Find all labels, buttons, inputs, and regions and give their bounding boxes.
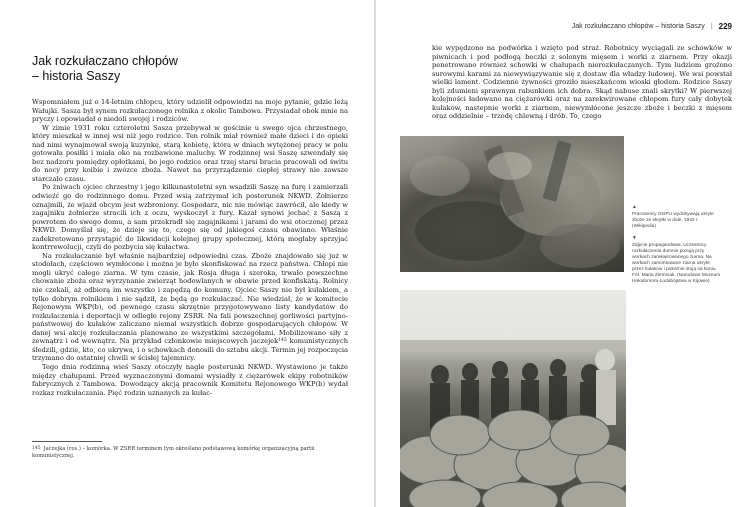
- chapter-title-line1: Jak rozkułaczano chłopów: [32, 54, 178, 68]
- chapter-title-line2: – historia Saszy: [32, 69, 121, 83]
- caption-text: Pracownicy OGPU wydobywają ukryte zboże ze skrytki w dole, 1932 r. (Wikipedia): [632, 212, 714, 229]
- photo-grain-sacks: [400, 290, 626, 507]
- running-head-separator: |: [710, 23, 713, 30]
- footnote-divider: [32, 441, 102, 442]
- paragraph: Tego dnia rodzinną wieś Saszy otoczyły nagle posterunki NKWD. Wystawiono je także między chałupami. Przed wyznaczonymi domami wysiadły z ciężarówek ekipy robotników fabrycznych z Tambowa. Dowodzący akcją pracownik Komitetu Rejonowego WKP(b) wydał rozkaz rozkułaczania. Pięć rodzin uznanych za kułac-: [32, 362, 348, 397]
- left-page: [0, 0, 374, 507]
- paragraph-text: Na rozkułaczanie był właśnie najbardziej odpowiedni czas. Zboże znajdowało się już w stodołach, częściowo wymłócone i można je było skonfiskować na rzecz państwa. Chłopi nie mogli ukryć całego ziarna. W tym czasie, jak Rosja długa i szeroka, trwało powszechne chowanie zboża oraz wyrzynanie zwierząt hodowlanych w obawie przed konfiskatą. Rolnicy nie czekali, aż odbiorą im wszystko i zapędzą do komuny. Ojciec Saszy nie był kułakiem, a tylko dobrym rolnikiem i nie sądził, że będą go rozkułaczać. Nie wiedział, że w komitecie Rejonowym WKP(b), od pewnego czasu skrzętnie przygotowywano listy kandydatów do rozkułaczenia i deportacji w odległe rejony ZSRR. Na fali powszechnej gorliwości partyjno-państwowej do kułaków zaliczano niemal wszystkich dobrze gospodarujących chłopów. W danej wsi akcję rozkułaczania planowano ze wszystkimi szczegółami. Mobilizowano siły z zewnątrz i od wewnątrz. Na przykład członkowie miejscowych jaczejek: [32, 251, 348, 346]
- photo-caption-top: [632, 205, 722, 230]
- footnote-reference[interactable]: 145: [278, 338, 287, 344]
- photo-caption-bottom: [632, 236, 722, 285]
- paragraph-text-continued: komunistycznych śledzili, gdzie, kto, co ukrywa, i o schowkach donosili do sztabu akcji. Termin jej rozpoczęcia trzymano do ostatniej chwili w ścisłej tajemnicy.: [32, 337, 348, 363]
- chapter-title: [32, 54, 332, 84]
- footnote-text: Jaczejka (ros.) – komórka. W ZSRR terminem tym określano podstawową komórkę organizacyjną partii komunistycznej.: [32, 446, 315, 459]
- running-head-title: Jak rozkułaczano chłopów – historia Saszy: [571, 23, 705, 30]
- footnote: [32, 446, 348, 459]
- caption-arrow-icon: ▲: [632, 205, 637, 210]
- photo-grain-pit: [400, 136, 624, 272]
- right-body-text: [432, 44, 732, 121]
- caption-arrow-icon: ▼: [632, 236, 637, 241]
- page-number: 229: [718, 22, 732, 31]
- photo-grain-pit-illustration: [400, 136, 624, 272]
- paragraph: Wspomniałem już o 14-letnim chłopcu, który udzielił odpowiedzi na moje pytanie, gdzie leżą Wałujki. Sasza był synem rozkułaczonego rolnika z okolic Tambowa. Przysiadał obok mnie na pryczy i opowiadał o niedoli swojej i rodziców.: [32, 98, 348, 124]
- paragraph: Po żniwach ojciec chrzestny i jego kilkunastoletni syn wsadzili Saszę na furę i zamierzali odwieźć go do rodzinnego domu. Przed wsią zatrzymał ich posterunek NKWD. Żołnierze oznajmili, że wjazd obcym jest wzbroniony. Gospodarz, nic nie mówiąc zawrócił, ale kiedy w zagajniku żołnierze stracili ich z oczu, wyskoczył z fury. Kazał synowi jechać z Saszą z powrotem do swego domu, a sam przekradł się zagajnikami i jarami do wsi otoczonej przez NKWD. Domyślał się, że dzieje się to, czego się od jakiegoś czasu obawiano. Właśnie zadekretowano przystąpić do likwidacji kolejnej grupy społecznej, którą mogłaby sprzyjać kontrrewolucji, czyli do pozbycia się kułactwa.: [32, 183, 348, 252]
- photo-grain-sacks-illustration: [400, 290, 626, 507]
- right-page: [376, 0, 750, 507]
- paragraph: kie wypędzono na podwórka i wzięto pod straż. Robotnicy wyciągali ze schowków w piwnicach i pod podłogą beczki z solonym mięsem i worki z ziarnem. Przy okazji penetrowano również schowki w chałupach nierozkułaczanych. Tym ludziom grożono surowymi karami za niewywiązywanie się z dostaw dla władzy ludowej. We wsi powstał wielki lament. Codzienne żywności groziło mieszkańcom wioski głodem. Rodzice Saszy byli zdumieni sprawnym rabunkiem ich dobra. Skąd nabuse znali skrytki? W pierwszej kolejności ładowano na ciężarówki oraz na zarekwirowane chłopom fury cały dobytek kułaków, nastepnie worki z ziarnem, niewymłócone jeszcze zboże i beczki z mięsem oraz oddzielnie – trzodę chlewną i drób. To, czego: [432, 44, 732, 121]
- footnote-number: 145: [32, 446, 41, 451]
- caption-text: Zdjęcie propagandowe. Uczestnicy rozkułaczenia dumnie pozują przy workach zarekwirowanego ziarna. Na workach zamontowane ziarna ukryte przez kułaków i pokornie stoją na koniu. Fot. Maria Ziemniak. (Narodowe Muzeum Hołodomoru-Ludobójstwa w Kijowie): [632, 243, 721, 284]
- paragraph: [32, 252, 348, 363]
- paragraph: W zimie 1931 roku czteroletni Sasza przebywał w gościnie u swego ojca chrzestnego, który mieszkał w innej wsi niż jego rodzice. Ten rolnik miał również małe dzieci i do opieki nad nimi wynajmował swoją kuzynkę, starą kobietę, która w dniach wytężonej pracy w polu gotowała posiłki i miała oko na rozbawione maluchy. W rodzinnej wsi Saszę szwendały się bez nadzoru pomiędzy opłotkami, bo jego rodzice oraz trzej starsi bracia pracowali od świtu do nocy przy koibie i zwózce zboża. Nawet na przyrządzenie ciepłej strawy nie zawsze starczało czasu.: [32, 123, 348, 183]
- left-body-text: [32, 98, 348, 397]
- running-head: [572, 22, 732, 31]
